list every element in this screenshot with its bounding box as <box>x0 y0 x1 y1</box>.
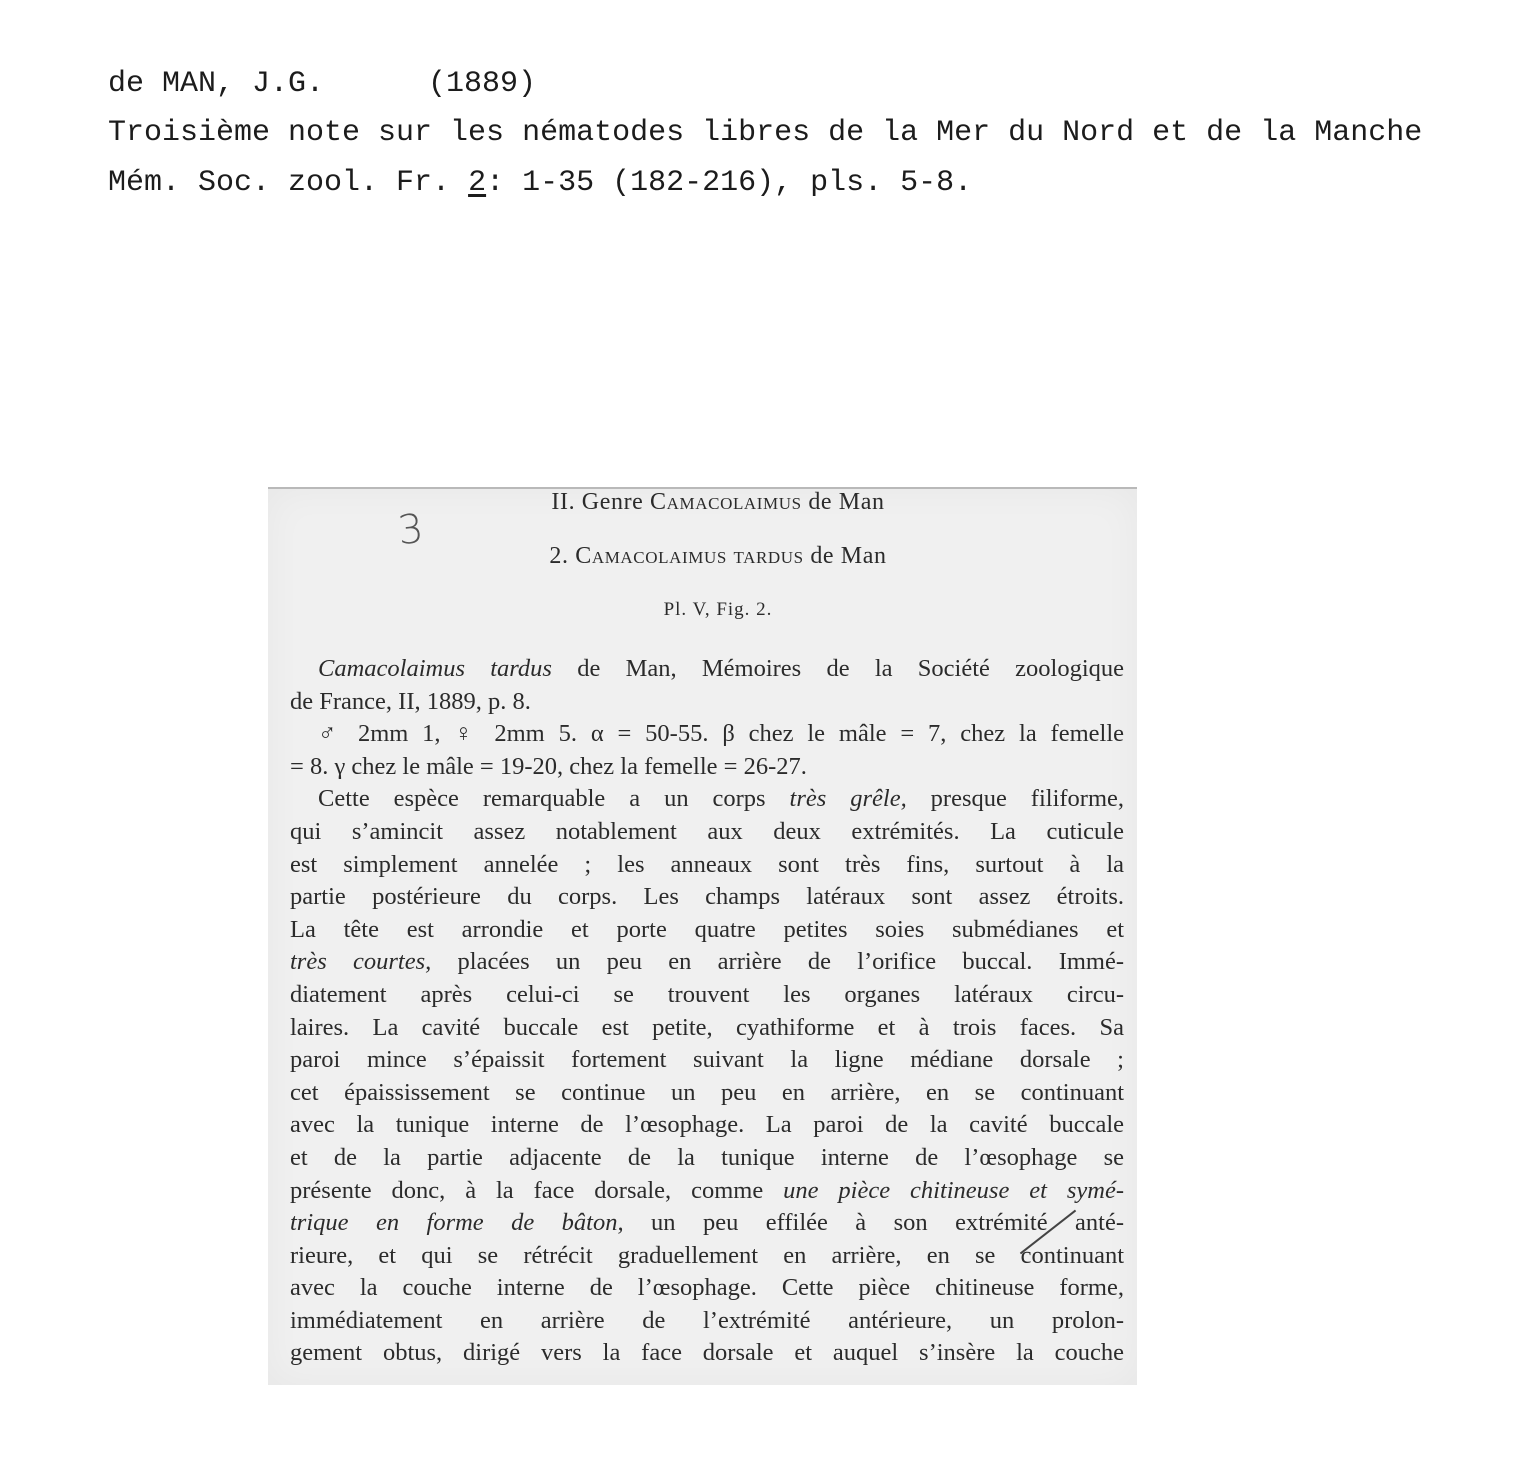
plate-reference: Pl. V, Fig. 2. <box>663 599 773 620</box>
citation <box>108 165 1508 201</box>
text-line <box>290 1207 1124 1240</box>
text-segment: laires. La cavité buccale est petite, cyathiforme et à trois faces. Sa <box>290 1013 1124 1041</box>
text-line <box>290 881 1124 914</box>
handwritten-number: 3 <box>395 505 426 555</box>
text-segment: Cette espèce remarquable a un corps <box>318 785 790 813</box>
text-segment: immédiatement en arrière de l’extrémité antérieure, un prolon- <box>290 1306 1124 1334</box>
paper-title: Troisième note sur les nématodes libres de la Mer du Nord et de la Manche <box>108 116 1423 150</box>
text-segment: de Man, Mémoires de la Société zoologique <box>551 655 1124 682</box>
text-segment: presque filiforme, <box>906 785 1125 813</box>
text-line <box>290 1240 1124 1273</box>
text-line <box>290 1305 1124 1338</box>
text-segment: présente donc, à la face dorsale, comme <box>290 1176 784 1204</box>
text-segment: et de la partie adjacente de la tunique interne de l’œsophage se <box>290 1143 1124 1171</box>
text-segment: rieure, et qui se rétrécit graduellement en arrière, en se continuant <box>290 1241 1124 1269</box>
text-line <box>290 1272 1124 1305</box>
text-line <box>290 1044 1124 1077</box>
text-segment: cet épaississement se continue un peu en arrière, en se continuant <box>290 1078 1124 1106</box>
text-segment: avec la couche interne de l’œsophage. Cette pièce chitineuse forme, <box>290 1274 1124 1302</box>
year: (1889) <box>428 67 537 101</box>
text-segment: ♂ 2mm 1, ♀ 2mm 5. α = 50-55. β chez le mâle = 7, chez la femelle <box>318 720 1124 748</box>
text-segment: partie postérieure du corps. Les champs latéraux sont assez étroits. <box>290 883 1124 911</box>
text-line <box>290 653 1124 686</box>
text-line <box>290 946 1124 979</box>
italic-segment: Camacolaimus tardus <box>318 655 552 682</box>
text-line <box>290 1175 1124 1208</box>
species-description <box>290 653 1124 1370</box>
text-line <box>290 914 1124 947</box>
text-line <box>290 849 1124 882</box>
italic-segment: très grêle, <box>789 785 907 813</box>
citation-volume: 2 <box>468 166 487 200</box>
citation-prefix: Mém. Soc. zool. Fr. <box>108 166 469 200</box>
text-line <box>290 1077 1124 1110</box>
text-segment: est simplement annelée ; les anneaux sont très fins, surtout à la <box>290 850 1124 878</box>
genre-heading-prefix: II. Genre <box>551 489 651 515</box>
author: de MAN, J.G. <box>108 67 325 101</box>
text-line <box>290 783 1124 816</box>
text-segment: paroi mince s’épaissit fortement suivant la ligne médiane dorsale ; <box>290 1046 1124 1074</box>
italic-segment: une pièce chitineuse et symé- <box>783 1176 1124 1204</box>
text-line <box>290 686 1124 719</box>
genre-heading-suffix: de Man <box>801 489 885 515</box>
catalog-card-header <box>108 66 1508 201</box>
text-line <box>290 751 1124 784</box>
text-line <box>290 1142 1124 1175</box>
journal-clipping <box>268 487 1137 1385</box>
text-segment: de France, II, 1889, p. 8. <box>290 687 531 715</box>
author-line <box>108 66 1508 102</box>
text-line <box>290 979 1124 1012</box>
text-segment: La tête est arrondie et porte quatre petites soies submédianes et <box>290 915 1124 943</box>
species-heading-suffix: de Man <box>803 543 887 569</box>
text-line <box>290 1109 1124 1142</box>
species-heading <box>268 543 1137 570</box>
citation-suffix: : 1-35 (182-216), pls. 5-8. <box>486 166 973 200</box>
text-segment: avec la tunique interne de l’œsophage. La paroi de la cavité buccale <box>290 1111 1124 1139</box>
text-segment: un peu effilée à son extrémité anté- <box>623 1209 1124 1237</box>
text-line <box>290 718 1124 751</box>
text-segment: gement obtus, dirigé vers la face dorsale et auquel s’insère la couche <box>290 1339 1124 1367</box>
species-heading-number: 2. <box>549 543 576 569</box>
genre-heading <box>268 489 1137 516</box>
text-segment: diatement après celui-ci se trouvent les organes latéraux circu- <box>290 980 1124 1008</box>
species-heading-name: Camacolaimus tardus <box>575 543 804 569</box>
text-line <box>290 1012 1124 1045</box>
text-segment: qui s’amincit assez notablement aux deux extrémités. La cuticule <box>290 817 1124 845</box>
genre-heading-genus: Camacolaimus <box>650 489 802 515</box>
text-segment: = 8. γ chez le mâle = 19-20, chez la femelle = 26-27. <box>290 752 807 780</box>
text-segment: placées un peu en arrière de l’orifice buccal. Immé- <box>431 948 1125 976</box>
italic-segment: trique en forme de bâton, <box>290 1209 624 1237</box>
italic-segment: très courtes, <box>290 948 432 976</box>
text-line <box>290 1337 1124 1370</box>
text-line <box>290 816 1124 849</box>
